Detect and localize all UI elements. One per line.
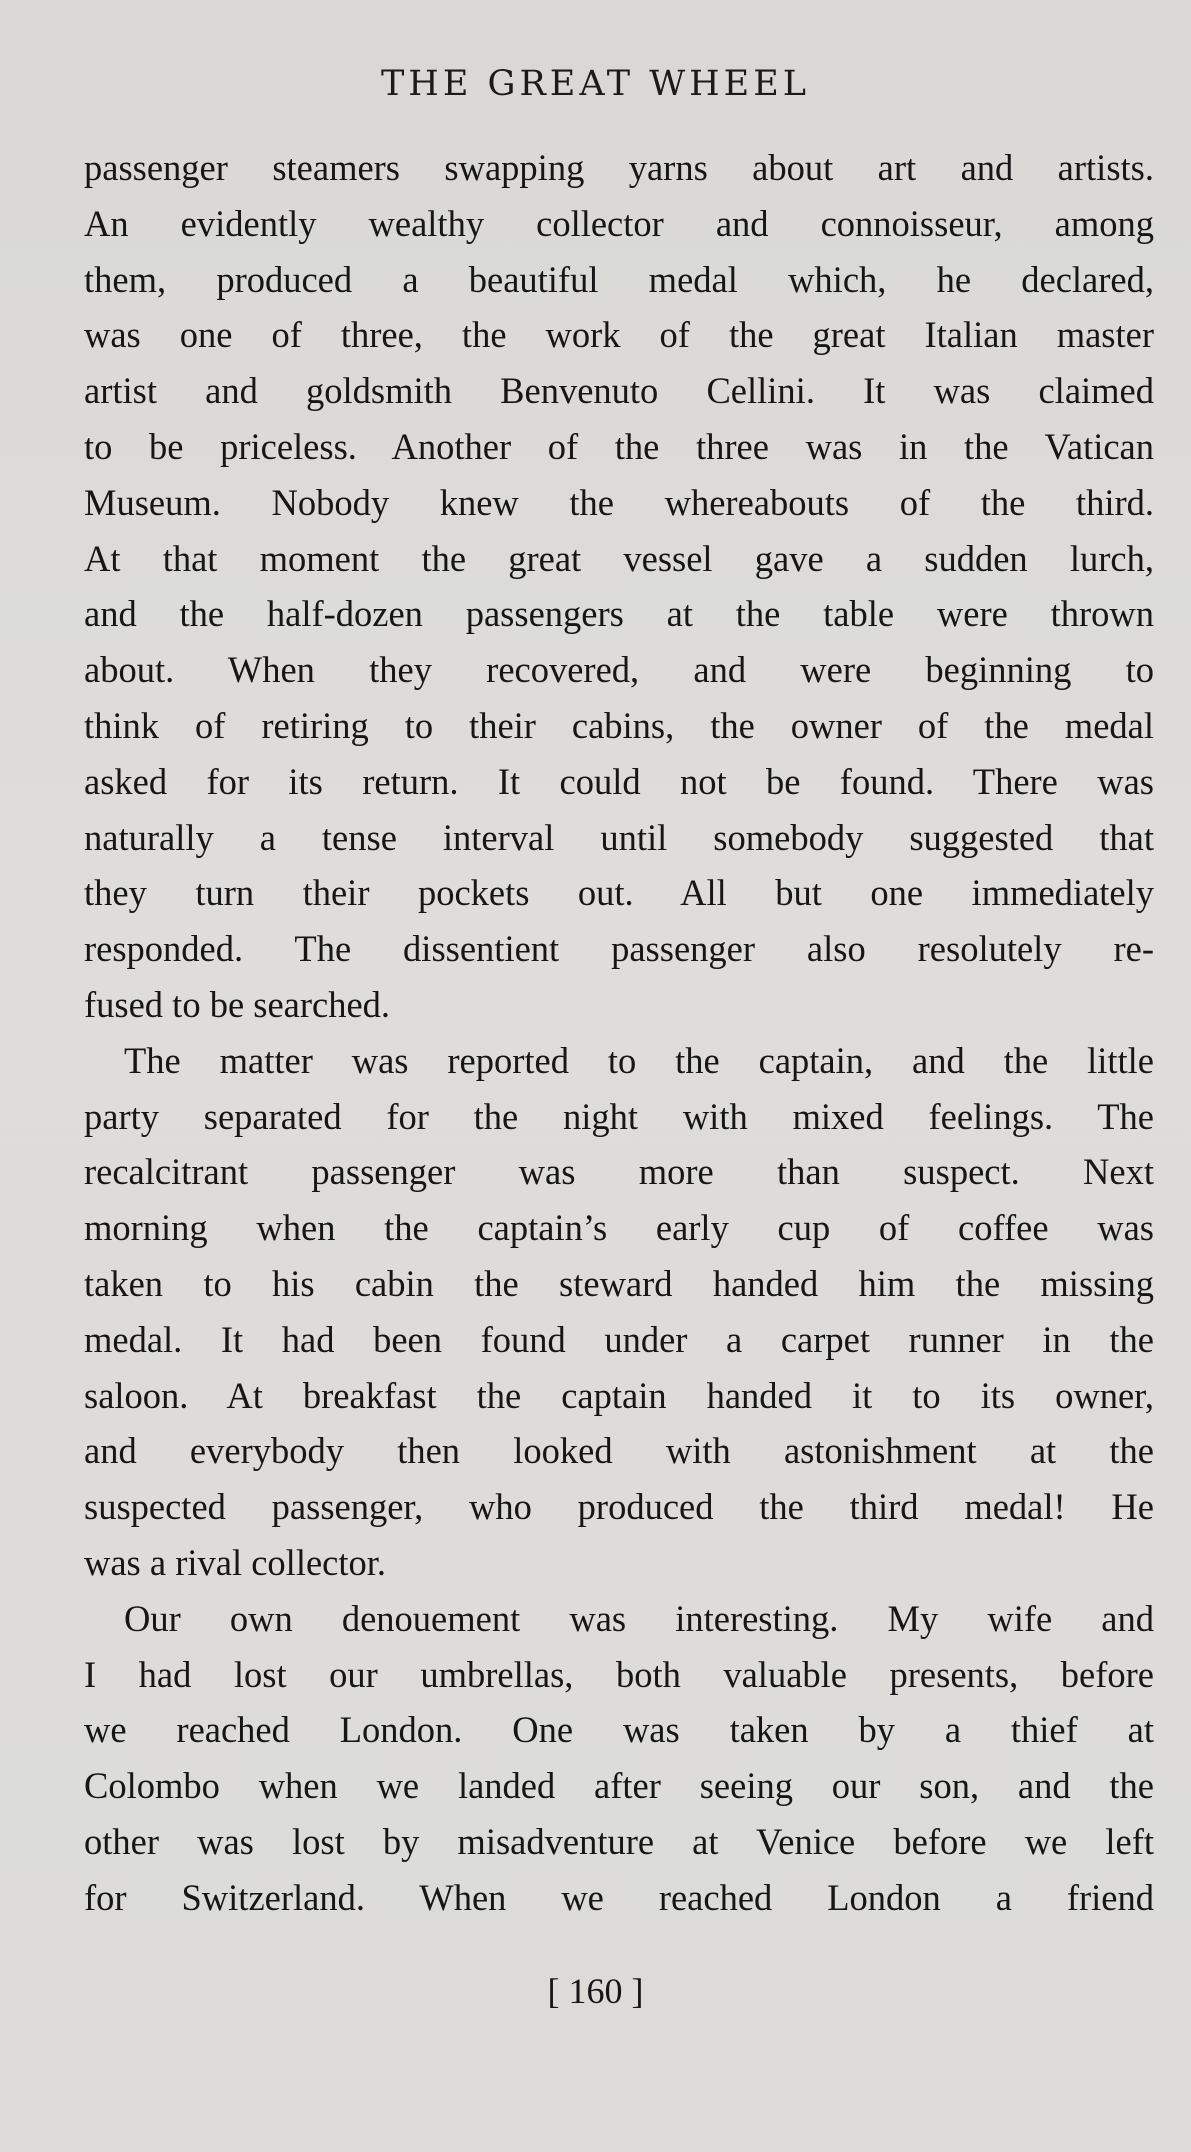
running-head: THE GREAT WHEEL bbox=[380, 64, 811, 104]
body-text bbox=[84, 140, 1154, 1926]
text-line: fused to be searched. bbox=[84, 983, 391, 1025]
paragraph-2 bbox=[84, 1033, 1154, 1591]
text-line: for Switzerland. When we reached London a friend bbox=[84, 1876, 1154, 1918]
text-line: naturally a tense interval until somebody suggested that bbox=[84, 816, 1154, 858]
text-line: morning when the captain’s early cup of coffee was bbox=[84, 1207, 1154, 1249]
paragraph-3 bbox=[84, 1591, 1154, 1926]
text-line: and everybody then looked with astonishment at the bbox=[84, 1430, 1154, 1472]
text-line: they turn their pockets out. All but one immediately bbox=[84, 872, 1154, 914]
page-number: [ 160 ] bbox=[547, 1971, 644, 2011]
text-line: saloon. At breakfast the captain handed it to its owner, bbox=[84, 1374, 1154, 1416]
text-line: other was lost by misadventure at Venice before we left bbox=[84, 1820, 1154, 1862]
text-line: asked for its return. It could not be found. There was bbox=[84, 760, 1154, 802]
text-line: responded. The dissentient passenger also resolutely re- bbox=[84, 928, 1154, 970]
text-line: taken to his cabin the steward handed him the missing bbox=[84, 1262, 1154, 1304]
text-line: and the half-dozen passengers at the table were thrown bbox=[84, 593, 1154, 635]
text-line: was one of three, the work of the great Italian master bbox=[84, 314, 1154, 356]
text-line: passenger steamers swapping yarns about art and artists. bbox=[84, 147, 1154, 188]
text-line: An evidently wealthy collector and connoisseur, among bbox=[84, 202, 1154, 244]
text-line: to be priceless. Another of the three was in the Vatican bbox=[84, 425, 1154, 467]
text-line: them, produced a beautiful medal which, he declared, bbox=[84, 258, 1154, 300]
text-line: we reached London. One was taken by a thief at bbox=[84, 1709, 1154, 1751]
text-line: The matter was reported to the captain, and the little bbox=[124, 1039, 1154, 1081]
text-line: Colombo when we landed after seeing our son, and the bbox=[84, 1765, 1154, 1807]
text-line: Museum. Nobody knew the whereabouts of the third. bbox=[84, 481, 1154, 523]
text-line: think of retiring to their cabins, the owner of the medal bbox=[84, 704, 1154, 746]
text-line: about. When they recovered, and were beginning to bbox=[84, 649, 1154, 691]
text-line: I had lost our umbrellas, both valuable presents, before bbox=[84, 1653, 1154, 1695]
text-line: was a rival collector. bbox=[84, 1541, 387, 1583]
text-line: Our own denouement was interesting. My wife and bbox=[124, 1597, 1154, 1639]
text-line: At that moment the great vessel gave a sudden lurch, bbox=[84, 537, 1154, 579]
text-line: party separated for the night with mixed feelings. The bbox=[84, 1095, 1154, 1137]
text-line: artist and goldsmith Benvenuto Cellini. It was claimed bbox=[84, 370, 1154, 412]
text-line: suspected passenger, who produced the third medal! He bbox=[84, 1486, 1154, 1528]
text-line: medal. It had been found under a carpet runner in the bbox=[84, 1318, 1154, 1360]
text-line: recalcitrant passenger was more than suspect. Next bbox=[84, 1151, 1154, 1193]
paragraph-1 bbox=[84, 140, 1154, 1033]
